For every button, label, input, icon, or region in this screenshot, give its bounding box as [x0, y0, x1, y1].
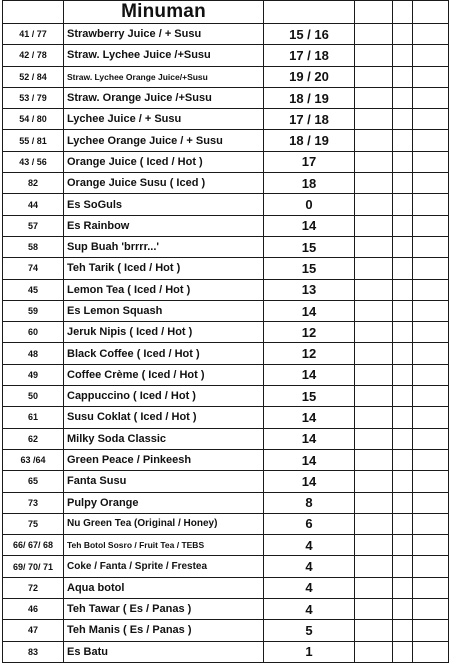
- blank-cell-3: [413, 279, 449, 300]
- blank-cell-3: [413, 577, 449, 598]
- table-row: [3, 364, 449, 385]
- item-name: Sup Buah 'brrrr...': [64, 236, 264, 257]
- blank-cell-3: [413, 66, 449, 87]
- item-price: 14: [264, 407, 355, 428]
- item-name: Nu Green Tea (Original / Honey): [64, 513, 264, 534]
- blank-cell-2: [393, 599, 413, 620]
- table-row: [3, 513, 449, 534]
- blank-cell-2: [393, 449, 413, 470]
- item-price: 1: [264, 641, 355, 662]
- item-price: 15: [264, 386, 355, 407]
- blank-cell-2: [393, 109, 413, 130]
- blank-cell-3: [413, 109, 449, 130]
- item-code: 63 /64: [3, 449, 64, 470]
- blank-cell-1: [355, 66, 393, 87]
- blank-cell-2: [393, 343, 413, 364]
- item-name: Lemon Tea ( Iced / Hot ): [64, 279, 264, 300]
- item-name: Teh Tarik ( Iced / Hot ): [64, 258, 264, 279]
- table-row: [3, 279, 449, 300]
- item-price: 12: [264, 343, 355, 364]
- blank-cell-3: [413, 343, 449, 364]
- blank-cell-3: [413, 620, 449, 641]
- blank-cell-1: [355, 215, 393, 236]
- blank-cell-3: [413, 386, 449, 407]
- blank-cell-1: [355, 279, 393, 300]
- item-price: 15: [264, 236, 355, 257]
- blank-cell-2: [393, 215, 413, 236]
- item-code: 47: [3, 620, 64, 641]
- item-code: 65: [3, 471, 64, 492]
- item-name: Pulpy Orange: [64, 492, 264, 513]
- blank-cell-2: [393, 236, 413, 257]
- blank-cell-3: [413, 87, 449, 108]
- table-row: [3, 300, 449, 321]
- item-price: 4: [264, 535, 355, 556]
- item-name: Green Peace / Pinkeesh: [64, 449, 264, 470]
- blank-cell-3: [413, 194, 449, 215]
- blank-cell-3: [413, 45, 449, 66]
- blank-cell-2: [393, 322, 413, 343]
- blank-cell-2: [393, 577, 413, 598]
- blank-cell-3: [413, 428, 449, 449]
- item-code: 58: [3, 236, 64, 257]
- table-row: [3, 215, 449, 236]
- blank-cell-3: [413, 599, 449, 620]
- table-row: [3, 66, 449, 87]
- blank-cell-2: [393, 513, 413, 534]
- header-row: [3, 1, 449, 24]
- item-code: 46: [3, 599, 64, 620]
- blank-cell-2: [393, 407, 413, 428]
- blank-cell-1: [355, 87, 393, 108]
- table-row: [3, 236, 449, 257]
- blank-cell-1: [355, 641, 393, 662]
- table-row: [3, 130, 449, 151]
- item-code: 42 / 78: [3, 45, 64, 66]
- item-name: Jeruk Nipis ( Iced / Hot ): [64, 322, 264, 343]
- table-row: [3, 599, 449, 620]
- item-code: 50: [3, 386, 64, 407]
- blank-cell-2: [393, 279, 413, 300]
- blank-cell-3: [413, 236, 449, 257]
- item-code: 41 / 77: [3, 24, 64, 45]
- blank-cell-2: [393, 471, 413, 492]
- item-name: Straw. Orange Juice /+Susu: [64, 87, 264, 108]
- blank-cell-3: [413, 535, 449, 556]
- blank-cell-2: [393, 258, 413, 279]
- header-blank-cell-1: [355, 1, 393, 24]
- item-code: 62: [3, 428, 64, 449]
- blank-cell-2: [393, 194, 413, 215]
- blank-cell-1: [355, 407, 393, 428]
- item-price: 14: [264, 471, 355, 492]
- blank-cell-1: [355, 535, 393, 556]
- blank-cell-2: [393, 66, 413, 87]
- blank-cell-1: [355, 556, 393, 577]
- item-price: 14: [264, 364, 355, 385]
- item-price: 19 / 20: [264, 66, 355, 87]
- blank-cell-1: [355, 599, 393, 620]
- blank-cell-2: [393, 556, 413, 577]
- blank-cell-1: [355, 386, 393, 407]
- blank-cell-2: [393, 620, 413, 641]
- item-code: 53 / 79: [3, 87, 64, 108]
- item-price: 4: [264, 556, 355, 577]
- blank-cell-3: [413, 641, 449, 662]
- blank-cell-1: [355, 492, 393, 513]
- item-code: 66/ 67/ 68: [3, 535, 64, 556]
- item-code: 83: [3, 641, 64, 662]
- item-name: Strawberry Juice / + Susu: [64, 24, 264, 45]
- blank-cell-3: [413, 130, 449, 151]
- blank-cell-2: [393, 45, 413, 66]
- table-row: [3, 87, 449, 108]
- item-code: 55 / 81: [3, 130, 64, 151]
- item-name: Lychee Juice / + Susu: [64, 109, 264, 130]
- table-row: [3, 194, 449, 215]
- item-code: 48: [3, 343, 64, 364]
- blank-cell-3: [413, 364, 449, 385]
- item-code: 59: [3, 300, 64, 321]
- item-price: 12: [264, 322, 355, 343]
- item-name: Teh Botol Sosro / Fruit Tea / TEBS: [64, 535, 264, 556]
- blank-cell-2: [393, 173, 413, 194]
- blank-cell-1: [355, 343, 393, 364]
- item-code: 82: [3, 173, 64, 194]
- item-name: Straw. Lychee Juice /+Susu: [64, 45, 264, 66]
- item-name: Black Coffee ( Iced / Hot ): [64, 343, 264, 364]
- item-price: 8: [264, 492, 355, 513]
- blank-cell-3: [413, 173, 449, 194]
- header-blank-cell-3: [413, 1, 449, 24]
- menu-title: Minuman: [64, 1, 264, 24]
- blank-cell-2: [393, 130, 413, 151]
- item-code: 52 / 84: [3, 66, 64, 87]
- table-row: [3, 407, 449, 428]
- blank-cell-3: [413, 24, 449, 45]
- blank-cell-2: [393, 428, 413, 449]
- table-row: [3, 151, 449, 172]
- item-code: 61: [3, 407, 64, 428]
- table-row: [3, 109, 449, 130]
- table-row: [3, 258, 449, 279]
- item-code: 45: [3, 279, 64, 300]
- item-name: Teh Tawar ( Es / Panas ): [64, 599, 264, 620]
- table-row: [3, 449, 449, 470]
- blank-cell-1: [355, 236, 393, 257]
- blank-cell-1: [355, 577, 393, 598]
- table-row: [3, 428, 449, 449]
- item-price: 15: [264, 258, 355, 279]
- item-code: 49: [3, 364, 64, 385]
- item-code: 60: [3, 322, 64, 343]
- item-price: 14: [264, 300, 355, 321]
- table-row: [3, 492, 449, 513]
- blank-cell-3: [413, 407, 449, 428]
- blank-cell-1: [355, 449, 393, 470]
- table-row: [3, 322, 449, 343]
- item-name: Fanta Susu: [64, 471, 264, 492]
- table-row: [3, 641, 449, 662]
- header-code-cell: [3, 1, 64, 24]
- table-row: [3, 471, 449, 492]
- table-row: [3, 386, 449, 407]
- item-price: 13: [264, 279, 355, 300]
- table-row: [3, 620, 449, 641]
- blank-cell-1: [355, 258, 393, 279]
- item-price: 17: [264, 151, 355, 172]
- blank-cell-1: [355, 173, 393, 194]
- blank-cell-1: [355, 194, 393, 215]
- table-row: [3, 173, 449, 194]
- item-price: 5: [264, 620, 355, 641]
- item-price: 6: [264, 513, 355, 534]
- item-name: Es Rainbow: [64, 215, 264, 236]
- blank-cell-2: [393, 535, 413, 556]
- item-price: 14: [264, 428, 355, 449]
- item-code: 75: [3, 513, 64, 534]
- item-code: 43 / 56: [3, 151, 64, 172]
- item-code: 44: [3, 194, 64, 215]
- item-name: Lychee Orange Juice / + Susu: [64, 130, 264, 151]
- item-name: Straw. Lychee Orange Juice/+Susu: [64, 66, 264, 87]
- menu-body: [3, 1, 449, 663]
- blank-cell-1: [355, 300, 393, 321]
- header-blank-cell-2: [393, 1, 413, 24]
- blank-cell-2: [393, 300, 413, 321]
- item-name: Coke / Fanta / Sprite / Frestea: [64, 556, 264, 577]
- item-code: 73: [3, 492, 64, 513]
- blank-cell-1: [355, 364, 393, 385]
- item-name: Aqua botol: [64, 577, 264, 598]
- table-row: [3, 577, 449, 598]
- item-price: 4: [264, 577, 355, 598]
- blank-cell-2: [393, 24, 413, 45]
- item-name: Orange Juice Susu ( Iced ): [64, 173, 264, 194]
- item-name: Es Lemon Squash: [64, 300, 264, 321]
- blank-cell-3: [413, 322, 449, 343]
- blank-cell-3: [413, 556, 449, 577]
- blank-cell-1: [355, 471, 393, 492]
- item-price: 0: [264, 194, 355, 215]
- item-code: 54 / 80: [3, 109, 64, 130]
- header-price-cell: [264, 1, 355, 24]
- blank-cell-3: [413, 492, 449, 513]
- blank-cell-1: [355, 45, 393, 66]
- item-name: Teh Manis ( Es / Panas ): [64, 620, 264, 641]
- blank-cell-3: [413, 151, 449, 172]
- item-price: 18 / 19: [264, 87, 355, 108]
- table-row: [3, 556, 449, 577]
- item-price: 17 / 18: [264, 109, 355, 130]
- item-price: 15 / 16: [264, 24, 355, 45]
- item-price: 4: [264, 599, 355, 620]
- item-name: Susu Coklat ( Iced / Hot ): [64, 407, 264, 428]
- blank-cell-3: [413, 258, 449, 279]
- item-code: 74: [3, 258, 64, 279]
- blank-cell-2: [393, 641, 413, 662]
- blank-cell-1: [355, 322, 393, 343]
- item-code: 57: [3, 215, 64, 236]
- table-row: [3, 343, 449, 364]
- blank-cell-3: [413, 513, 449, 534]
- blank-cell-1: [355, 513, 393, 534]
- blank-cell-3: [413, 300, 449, 321]
- blank-cell-2: [393, 386, 413, 407]
- item-price: 18: [264, 173, 355, 194]
- blank-cell-1: [355, 24, 393, 45]
- blank-cell-1: [355, 620, 393, 641]
- blank-cell-1: [355, 130, 393, 151]
- item-code: 69/ 70/ 71: [3, 556, 64, 577]
- blank-cell-2: [393, 364, 413, 385]
- blank-cell-3: [413, 449, 449, 470]
- table-row: [3, 45, 449, 66]
- item-name: Milky Soda Classic: [64, 428, 264, 449]
- item-name: Es SoGuls: [64, 194, 264, 215]
- item-name: Es Batu: [64, 641, 264, 662]
- table-row: [3, 24, 449, 45]
- item-name: Coffee Crème ( Iced / Hot ): [64, 364, 264, 385]
- blank-cell-2: [393, 492, 413, 513]
- blank-cell-3: [413, 471, 449, 492]
- blank-cell-2: [393, 87, 413, 108]
- item-price: 17 / 18: [264, 45, 355, 66]
- table-row: [3, 535, 449, 556]
- item-price: 14: [264, 449, 355, 470]
- blank-cell-1: [355, 428, 393, 449]
- item-name: Orange Juice ( Iced / Hot ): [64, 151, 264, 172]
- drinks-menu-table: [2, 0, 449, 663]
- item-name: Cappuccino ( Iced / Hot ): [64, 386, 264, 407]
- blank-cell-2: [393, 151, 413, 172]
- item-price: 18 / 19: [264, 130, 355, 151]
- blank-cell-3: [413, 215, 449, 236]
- item-price: 14: [264, 215, 355, 236]
- blank-cell-1: [355, 151, 393, 172]
- item-code: 72: [3, 577, 64, 598]
- blank-cell-1: [355, 109, 393, 130]
